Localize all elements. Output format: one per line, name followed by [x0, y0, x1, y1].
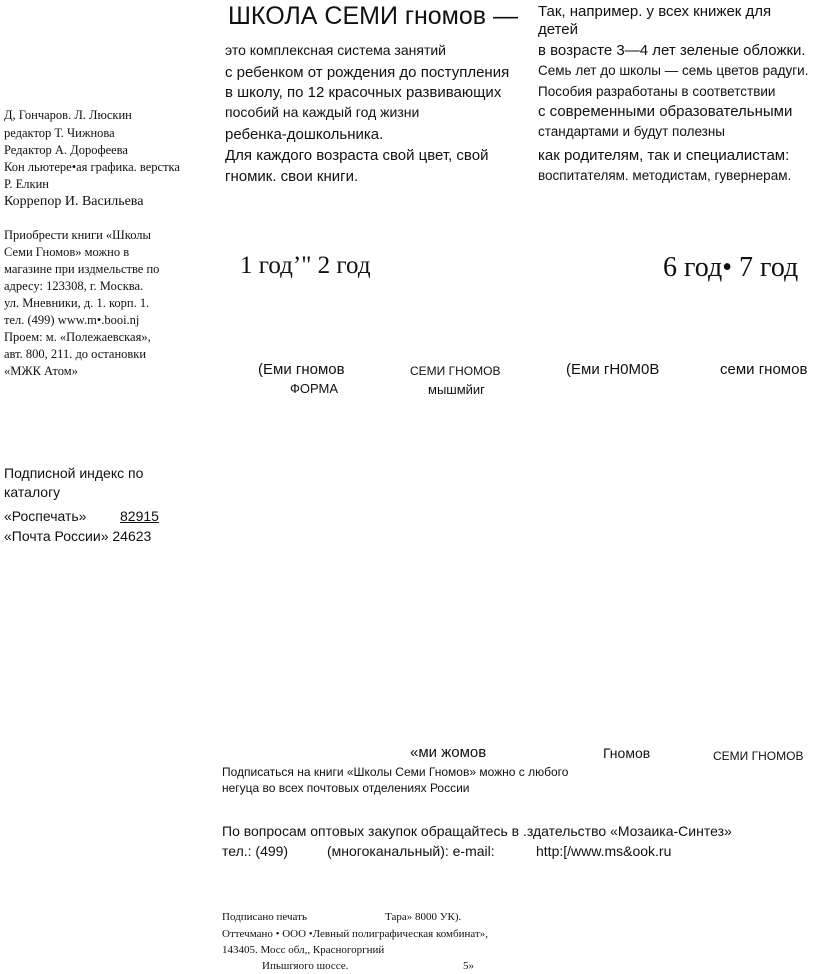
example-line: стандартами и будут полезны	[538, 124, 726, 139]
purchase-line: ул. Мневники, д. 1. корп. 1.	[4, 296, 150, 310]
wholesale-email-label: (многоканальный): e-mail:	[327, 843, 495, 859]
intro-title: ШКОЛА СЕМИ гномов —	[228, 2, 519, 30]
series-logo: ФОРМА	[290, 381, 339, 396]
wholesale-phone: тел.: (499)	[222, 843, 289, 859]
intro-line: в школу, по 12 красочных развивающих	[225, 84, 502, 101]
imprint-line: 5»	[463, 960, 474, 972]
purchase-line: Проем: м. «Полежаевская»,	[4, 330, 151, 344]
example-line: в возрасте 3—4 лет зеленые обложки.	[538, 42, 806, 59]
subscription-line: Подписной индекс по	[4, 465, 144, 481]
imprint-line: Оттечмано • ООО •Левный полиграфическая комбинат»,	[222, 928, 489, 940]
imprint-line: Тара» 8000 УК).	[385, 911, 462, 923]
purchase-line: адресу: 123308, г. Москва.	[4, 279, 144, 293]
imprint-line: Подписано печать	[222, 911, 307, 923]
intro-line: Для каждого возраста свой цвет, свой	[225, 147, 489, 164]
purchase-line: магазине при издмельстве по	[4, 262, 160, 276]
series-logo: (Еми гН0М0В	[566, 361, 660, 378]
example-line: Семь лет до школы — семь цветов радуги.	[538, 63, 809, 78]
intro-line: ребенка-дошкольника.	[225, 126, 384, 143]
series-logo: (Еми гномов	[258, 361, 345, 378]
credit-line: Редактор А. Дорофеева	[4, 143, 128, 157]
wholesale-url[interactable]: http:[/www.ms&ook.ru	[536, 843, 672, 859]
credit-line: Д, Гончаров. Л. Люскин	[4, 108, 132, 122]
intro-line: с ребенком от рождения до поступления	[225, 64, 510, 81]
imprint-line: Ипьшгяого шоссе.	[262, 960, 349, 972]
credit-line: Коррепор И. Васильева	[4, 194, 144, 209]
credit-line: Р. Елкин	[4, 177, 49, 191]
example-line: детей	[538, 21, 579, 38]
subscription-line: каталогу	[4, 484, 61, 500]
purchase-line: Приобрести книги «Школы	[4, 228, 151, 242]
series-logo: семи гномов	[720, 361, 808, 378]
intro-line: гномик. свои книги.	[225, 168, 359, 185]
intro-line: это комплексная система занятий	[225, 42, 446, 58]
age-range-left: 1 год’" 2 год	[240, 252, 371, 279]
series-logo: мышмйиг	[428, 382, 485, 397]
series-logo: СЕМИ ГНОМОВ	[410, 364, 501, 378]
imprint-line: 143405. Мосс обл,, Красногоргний	[222, 944, 385, 956]
purchase-line: «МЖК Атом»	[4, 364, 78, 378]
example-line: с современными образовательными	[538, 103, 793, 120]
series-logo: «ми жомов	[410, 744, 487, 761]
purchase-line: тел. (499) www.m•.booi.nj	[4, 313, 140, 327]
wholesale-line: По вопросам оптовых закупок обращайтесь в .здательство «Мозаика-Синтез»	[222, 823, 732, 839]
pochta-line: «Почта России» 24623	[4, 528, 152, 544]
example-line: как родителям, так и специалистам:	[538, 147, 790, 164]
example-line: воспитателям. методистам, гувернерам.	[538, 168, 792, 183]
intro-line: пособий на каждый год жизни	[225, 104, 420, 120]
series-logo: Гномов	[603, 745, 651, 761]
purchase-line: Семи Гномов» можно в	[4, 245, 130, 259]
credit-line: редактор Т. Чижнова	[4, 126, 115, 140]
credit-line: Кон льютере•ая графика. верстка	[4, 160, 180, 174]
rospechat-code: 82915	[120, 508, 159, 524]
purchase-line: авт. 800, 211. до остановки	[4, 347, 147, 361]
subscribe-note: Подписаться на книги «Школы Семи Гномов» можно с любого	[222, 765, 569, 779]
age-range-right: 6 год• 7 год	[663, 252, 799, 283]
subscribe-note: негуца во всех почтовых отделениях России	[222, 781, 470, 795]
example-line: Пособия разработаны в соответствии	[538, 84, 776, 99]
rospechat-label: «Роспечать»	[4, 508, 87, 524]
series-logo: СЕМИ ГНОМОВ	[713, 749, 804, 763]
example-line: Так, например. у всех книжек для	[538, 3, 772, 20]
